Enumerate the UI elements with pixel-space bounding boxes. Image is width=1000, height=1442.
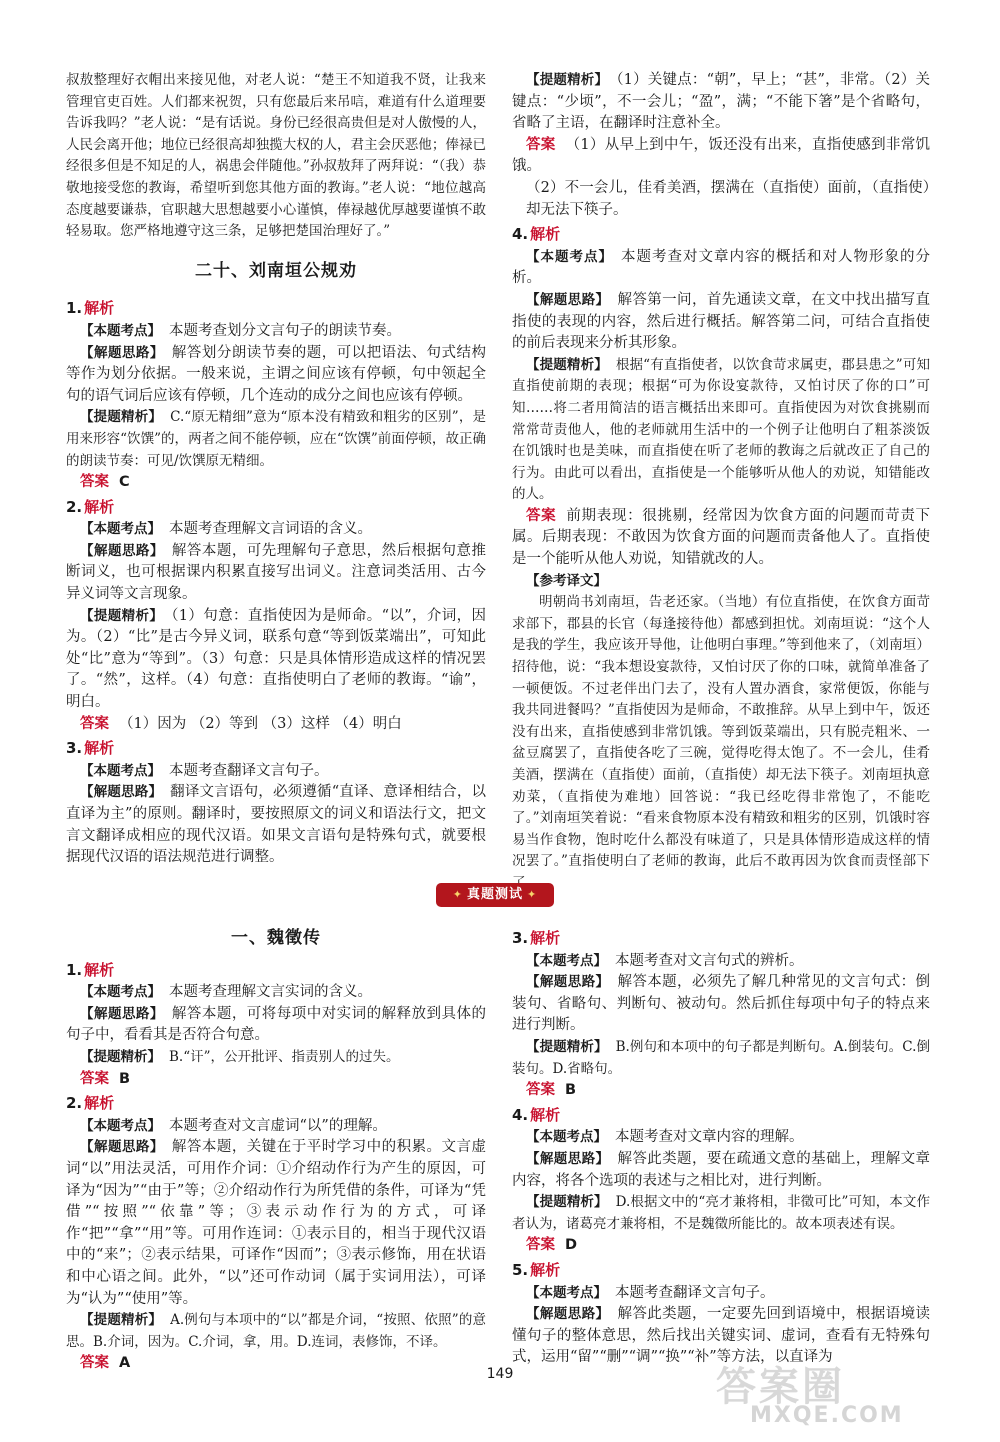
item-text: 本题考查划分文言句子的朗读节奏。: [169, 322, 401, 339]
analysis-item: [66, 321, 486, 343]
analysis-item: [512, 972, 930, 1037]
analysis-heading: 解析: [530, 225, 561, 244]
question-number: 4.: [512, 1105, 529, 1124]
star-icon: ✦: [527, 888, 538, 901]
analysis-item: [512, 1127, 930, 1149]
item-text: D.根据文中的“亮才兼将相，非徵可比”可知，本文作者认为，诸葛亮才兼将相，不是魏徵所能比的。故本项表述有误。: [512, 1194, 931, 1232]
watermark-logo: [710, 1360, 940, 1426]
item-tag: 【参考译文】: [526, 572, 607, 589]
analysis-item: [512, 1149, 930, 1192]
reference-translation: 明朝尚书刘南垣，告老还家。（当地）有位直指使，在饮食方面苛求部下，郡县的长官（每逢接待他）都感到担忧。刘南垣说：“这个人是我的学生，我应该开导他，让他明白事理。”等到他来了，（刘南垣）招待他，说：“我本想设宴款待，又怕讨厌了你的口味，就简单准备了一顿便饭。不过老伴出门去了，没有人置办酒食，家常便饭，你能与我共同进餐吗？”直指使因为是师命，不敢推辞。从早上到中午，饭还没有出来，直指使感到非常饥饿。等到饭菜端出，只有脱壳粗米、一盆豆腐罢了，直指使各吃了三碗，觉得吃得太饱了。不一会儿，佳肴美酒，摆满在（直指使）面前，（直指使）却无法下筷子。刘南垣执意劝菜，（直指使为难地）回答说：“我已经吃得非常饱了，不能吃了。”刘南垣笑着说：“看来食物原本没有精致和粗劣的区别，饥饿时容易当作食物，饱时吃什么都没有味道了，只是具体情形造成这样的情况罢了。”直指使明白了老师的教诲，此后不敢再因为饮食而责怪部下: [512, 594, 930, 870]
banner-label: 真题测试: [466, 887, 523, 902]
analysis-item: [512, 1192, 930, 1235]
item-tag: 【解题思路】: [80, 784, 163, 801]
answer-line: （2）不一会儿，佳肴美酒，摆满在（直指使）面前，（直指使）却无法下筷子。: [526, 179, 930, 218]
answer-line: [512, 506, 930, 571]
answer-label: 答案: [526, 507, 557, 524]
item-tag: 【提题精析】: [526, 356, 608, 373]
item-tag: 【解题思路】: [80, 344, 164, 361]
question-2: [66, 497, 486, 520]
analysis-item: [66, 1116, 486, 1138]
question-4: [512, 1105, 930, 1128]
analysis-heading: 解析: [84, 299, 115, 318]
item-tag: 【解题思路】: [80, 1139, 164, 1156]
item-tag: 【提题精析】: [80, 1048, 161, 1065]
page-number: 149: [486, 1366, 514, 1382]
item-tag: 【提题精析】: [526, 1194, 608, 1211]
column-top-left: [66, 70, 486, 869]
question-number: 2.: [66, 497, 83, 516]
section-title-wei-zheng: 一、魏徵传: [231, 928, 321, 948]
question-number: 3.: [512, 929, 529, 947]
item-text: 解答此类题，一定要先回到语境中，根据语境读懂句子的整体意思，然后找出关键实词、虚词，查看有无特殊句式，运用“留”“删”“调”“换”“补”等方法，以直译为: [512, 1306, 931, 1366]
analysis-heading: 解析: [84, 960, 115, 979]
section-title-liu-nanyuan: 二十、刘南垣公规劝: [195, 260, 357, 281]
item-tag: 【解题思路】: [80, 542, 164, 559]
item-text: 翻译文言语句，必须遵循“直译、意译相结合，以直译为主”的原则。翻译时，要按照原文的词义和语法行文，把文言文翻译成相应的现代汉语。如果文言语句是特殊句式，就要根据现代汉语的语法规范进行调整。: [66, 784, 487, 866]
answer-line: [66, 714, 486, 736]
section-banner: [436, 883, 554, 907]
item-tag: 【提题精析】: [80, 1312, 163, 1329]
column-top-right: [512, 70, 930, 895]
item-text: 本题考查翻译文言句子。: [615, 1284, 775, 1301]
question-4: [512, 224, 930, 247]
answer-line: [66, 472, 486, 494]
analysis-item: [66, 761, 486, 783]
answer-line: [512, 1080, 930, 1102]
item-tag: 【本题考点】: [526, 1129, 607, 1146]
item-text: B.例句和本项中的句子都是判断句。A.倒装句。C.倒装句。D.省略句。: [512, 1038, 930, 1077]
analysis-item: [512, 1037, 930, 1080]
answer-line: [66, 1069, 486, 1091]
question-number: 1.: [66, 299, 83, 318]
answer-value: （1）从早上到中午，饭还没有出来，直指使感到非常饥饿。: [512, 136, 931, 175]
item-text: 解答本题，可先理解句子意思，然后根据句意推断词义，也可根据课内积累直接写出词义。注意词类活用、古今异义词等文言现象。: [66, 542, 487, 603]
analysis-item: [512, 70, 930, 135]
answer-label: 答案: [80, 1355, 109, 1372]
question-number: 2.: [66, 1094, 83, 1113]
item-tag: 【本题考点】: [80, 322, 161, 339]
column-bottom-right: [512, 928, 930, 1369]
answer-label: 答案: [526, 1237, 555, 1254]
item-text: 解答本题，关键在于平时学习中的积累。文言虚词“以”用法灵活，可用作介词：①介绍动作行为产生的原因，可译为“因为”“由于”等；②介绍动作行为所凭借的条件，可译为“凭借”“按照”“依靠”等；③表示动作行为的方式，可译作“把”“拿”“用”等。可用作连词：①表示目的，相当于现代汉语中的“来”；②表示结果，可译作“因而”；③表示修饰，用在状语和中心语之间。此外，“以”还可作动词（属于实词用法），可译为“认为”“使用”等。: [66, 1139, 487, 1307]
analysis-item: [66, 407, 486, 472]
answer-value: （1）因为 （2）等到 （3）这样 （4）明白: [119, 715, 402, 732]
analysis-item: [66, 541, 486, 606]
item-tag: 【提题精析】: [526, 72, 609, 88]
answer-value: A: [119, 1355, 131, 1372]
analysis-item: [66, 519, 486, 541]
item-tag: 【提题精析】: [80, 607, 164, 624]
analysis-item: [66, 982, 486, 1004]
item-text: 解答第一问，首先通读文章，在文中找出描写直指使的表现的内容，然后进行概括。解答第二问，可结合直指使的前后表现来分析其形象。: [512, 291, 931, 352]
analysis-heading: 解析: [84, 1094, 115, 1113]
answer-label: 答案: [80, 474, 109, 491]
question-number: 4.: [512, 225, 529, 244]
item-tag: 【解题思路】: [526, 974, 610, 991]
item-tag: 【解题思路】: [526, 291, 610, 308]
analysis-heading: 解析: [530, 1260, 561, 1279]
answer-value: C: [119, 474, 130, 491]
question-3: [66, 738, 486, 761]
analysis-item: [66, 343, 486, 408]
question-3: [512, 928, 930, 951]
analysis-item: [66, 1310, 486, 1353]
item-tag: 【本题考点】: [526, 952, 607, 969]
item-tag: 【提题精析】: [80, 409, 163, 426]
column-bottom-left: [66, 928, 486, 1375]
item-tag: 【本题考点】: [80, 521, 161, 538]
answer-label: 答案: [526, 1082, 555, 1099]
item-text: 本题考查对文章内容的概括和对人物形象的分析。: [512, 248, 930, 287]
item-tag: 【解题思路】: [526, 1150, 610, 1167]
analysis-item: [512, 355, 930, 506]
item-tag: 【解题思路】: [526, 1306, 610, 1323]
answer-value: D: [565, 1237, 578, 1254]
question-2: [66, 1093, 486, 1116]
answer-value: B: [565, 1082, 577, 1099]
analysis-item: [512, 247, 930, 290]
answer-label: 答案: [80, 715, 109, 732]
item-text: 本题考查对文章内容的理解。: [615, 1129, 804, 1146]
item-tag: 【提题精析】: [526, 1038, 608, 1055]
item-text: 本题考查理解文言词语的含义。: [169, 521, 372, 538]
item-tag: 【本题考点】: [80, 984, 161, 1001]
item-text: （1）关键点：“朝”，早上；“甚”，非常。（2）关键点：“少顷”，不一会儿；“盈”，满；“不能下箸”是个省略句，省略了主语，在翻译时注意补全。: [512, 72, 930, 132]
analysis-item: [66, 1004, 486, 1047]
answer-label: 答案: [80, 1070, 109, 1087]
analysis-item: [512, 1283, 930, 1305]
analysis-item: [66, 782, 486, 868]
analysis-item: [66, 1137, 486, 1310]
item-text: A.例句与本项中的“以”都是介词，“按照、依照”的意思。B.介词，因为。C.介词，拿，用。D.连词，表修饰，不译。: [66, 1312, 486, 1350]
item-tag: 【本题考点】: [526, 1284, 607, 1301]
item-text: 本题考查理解文言实词的含义。: [169, 984, 372, 1001]
item-tag: 【本题考点】: [80, 1117, 161, 1134]
watermark-text: 答案圈: [716, 1364, 845, 1410]
analysis-heading: 解析: [84, 739, 115, 758]
item-text: 解答本题，必须先了解几种常见的文言句式：倒装句、省略句、判断句、被动句。然后抓住每项中句子的特点来进行判断。: [512, 974, 931, 1034]
item-text: 本题考查对文言句式的辨析。: [615, 952, 804, 969]
watermark-url: MXQE.COM: [750, 1403, 904, 1426]
translation-continuation: 叔敖整理好衣帽出来接见他，对老人说：“楚王不知道我不贤，让我来管理官吏百姓。人们都来祝贺，只有您最后来吊唁，难道有什么道理要告诉我吗？”老人说：“是有话说。身份已经很高贵但是对人傲慢的人，人民会离开他；地位已经很高却独揽大权的人，君主会厌恶他；俸禄已经很多但是不知足的人，祸患会伴随他。”孙叔敖拜了两拜说：“（我）恭敬地接受您的教诲，希望听到您其他方面的教诲。”老人说：“地位越高态度越要谦恭，官职越大思想越要小心谨慎，俸禄越优厚越要谨慎不敢轻易取。您严格地遵守这三条，足够把楚国治理好了。”: [66, 72, 486, 240]
item-tag: 【解题思路】: [80, 1005, 164, 1022]
item-text: B.“讦”，公开批评、指责别人的过失。: [169, 1048, 400, 1065]
answer-line: [512, 135, 930, 178]
item-text: 解答本题，可将每项中对实词的解释放到具体的句子中，看看其是否符合句意。: [66, 1005, 487, 1044]
item-text: C.“原无精细”意为“原本没有精致和粗劣的区别”，是用来形容“饮馔”的，两者之间不能停顿，应在“饮馔”前面停顿，故正确的朗读节奏：可见/饮馔原无精细。: [66, 409, 487, 469]
item-text: 解答划分朗读节奏的题，可以把语法、句式结构等作为划分依据。一般来说，主谓之间应该有停顿，句中领起全句的语气词后应该有停顿，几个连动的成分之间也应该有停顿。: [66, 344, 487, 404]
item-text: 本题考查翻译文言句子。: [169, 762, 329, 779]
analysis-item: [512, 951, 930, 973]
analysis-item: [66, 1047, 486, 1069]
question-5: [512, 1260, 930, 1283]
item-text: （1）句意：直指使因为是师命。“以”，介词，因为。（2）“比”是古今异义词，联系句意“等到饭菜端出”，可知此处“比”意为“等到”。（3）句意：只是具体情形造成这样的情况罢了。“然”，这样。（4）句意：直指使明白了老师的教诲。“谕”，明白。: [66, 607, 486, 711]
answer-line: [512, 1235, 930, 1257]
analysis-item: [512, 290, 930, 355]
star-icon: ✦: [452, 888, 463, 901]
analysis-heading: 解析: [530, 1105, 561, 1124]
reference-translation-heading: [512, 571, 930, 593]
answer-value: B: [119, 1070, 131, 1087]
question-number: 5.: [512, 1260, 529, 1279]
item-tag: 【本题考点】: [80, 762, 161, 779]
question-number: 1.: [66, 960, 83, 979]
question-1: [66, 960, 486, 983]
item-text: 根据“有直指使者，以饮食苛求属吏，郡县患之”可知直指使前期的表现；根据“可为你设宴款待，又怕讨厌了你的口”可知……将二者用简洁的语言概括出来即可。直指使因为对饮食挑剔而常常苛责他人，他的老师就用生活中的一个例子让他明白了粗茶淡饭在饥饿时也是美味，而直指使在听了老师的教诲之后就改正了自己的行为。由此可以看出，直指使是一个能够听从他人的劝说，知错能改的人。: [512, 356, 930, 503]
item-text: 解答此类题，要在疏通文意的基础上，理解文章内容，将各个选项的表述与之相比对，进行判断。: [512, 1150, 931, 1189]
answer-label: 答案: [526, 136, 556, 153]
answer-value: 前期表现：很挑剔，经常因为饮食方面的问题而苛责下属。后期表现：不敢因为饮食方面的问题而责备他人了。直指使是一个能听从他人劝说，知错就改的人。: [512, 507, 931, 568]
question-1: [66, 298, 486, 321]
question-number: 3.: [66, 739, 83, 758]
analysis-heading: 解析: [530, 929, 561, 947]
item-tag: 【本题考点】: [526, 248, 613, 265]
item-text: 本题考查对文言虚词“以”的理解。: [169, 1117, 387, 1134]
analysis-heading: 解析: [84, 497, 115, 516]
analysis-item: [66, 606, 486, 714]
